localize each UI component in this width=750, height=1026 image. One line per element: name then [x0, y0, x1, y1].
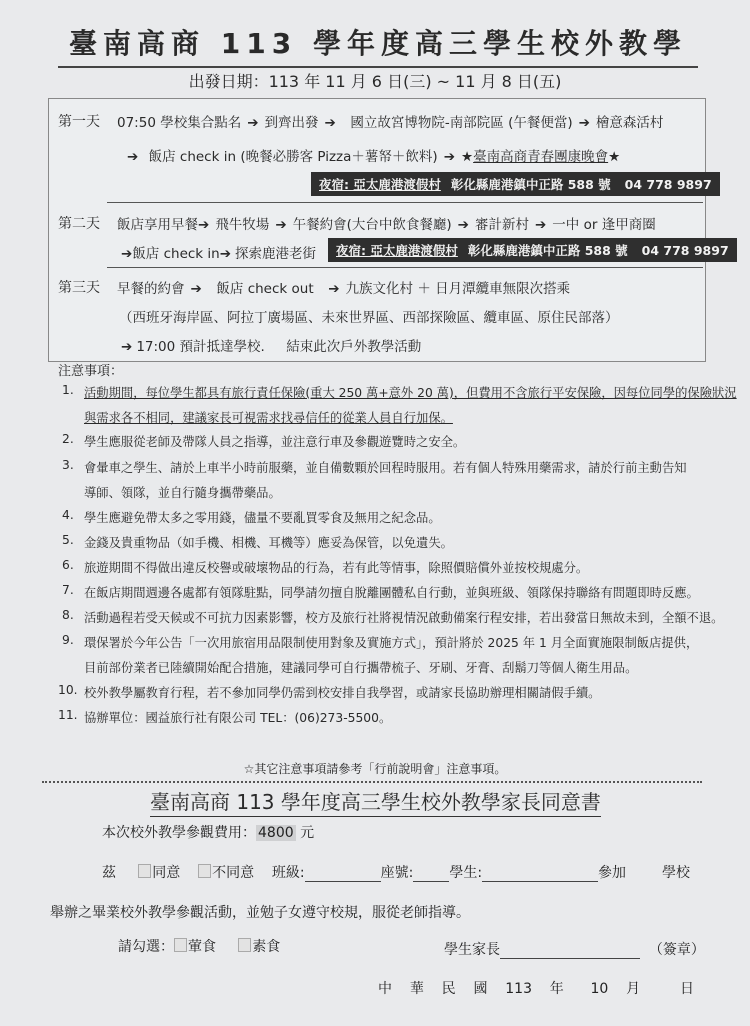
meat-checkbox[interactable]: [174, 938, 187, 952]
day1-stop: 到齊出發: [264, 115, 319, 131]
lodging-name: 夜宿: 亞太鹿港渡假村: [336, 243, 458, 258]
reference-note: ☆其它注意事項請參考「行前說明會」注意事項。: [243, 762, 507, 776]
day1-stop: 07:50 學校集合點名: [117, 115, 242, 131]
itinerary-box: [48, 98, 729, 362]
note-number: 3.: [62, 458, 74, 472]
lodging-address: 彰化縣鹿港鎮中正路 588 號: [450, 177, 611, 192]
arrow-icon: ➔: [121, 339, 133, 355]
agree-label: 同意: [152, 865, 181, 881]
fee-amount: 4800: [258, 825, 294, 841]
date-char: 國: [473, 981, 488, 997]
diet-selection: [118, 936, 280, 956]
date-char: 年: [549, 981, 564, 997]
note-text: 在飯店期間週邊各處都有領隊駐點，同學請勿擅自脫離團體私自行動，並與班級、領隊保持聯絡有問題即時反應。: [84, 586, 699, 600]
consent-row-2: 舉辦之畢業校外教學參觀活動，並勉子女遵守校規，服從老師指導。: [50, 905, 470, 921]
star-icon: ★: [461, 149, 474, 165]
date-char: 民: [441, 981, 456, 997]
consent-row-1: [102, 862, 626, 882]
day2-label: 第二天: [58, 216, 100, 232]
arrow-icon: ➔: [121, 246, 133, 262]
parent-label: 學生家長: [444, 942, 500, 958]
day1-line1: [117, 111, 663, 131]
note-text: 校外教學屬教育行程，若不參加同學仍需到校安排自我學習，或請家長協助辦理相關請假手續。: [84, 686, 601, 700]
day2-stop: 審計新村: [474, 217, 529, 233]
lodging-address: 彰化縣鹿港鎮中正路 588 號: [467, 243, 628, 258]
day3-line3: [121, 335, 421, 355]
class-field[interactable]: [305, 863, 381, 882]
date-char: 華: [409, 981, 424, 997]
arrow-icon: ➔: [198, 217, 210, 233]
arrow-icon: ➔: [534, 217, 547, 233]
arrow-icon: ➔: [578, 115, 590, 131]
class-label: 班級:: [271, 865, 305, 881]
day3-line1: [117, 277, 570, 297]
arrow-icon: ➔: [324, 115, 336, 131]
date-char: 月: [626, 981, 641, 997]
arrow-icon: ➔: [328, 281, 340, 297]
school-text: 學校: [662, 865, 690, 881]
day2-stop: 飯店 check in: [132, 246, 220, 262]
note-number: 7.: [62, 583, 74, 597]
note-text: 會暈車之學生、請於上車半小時前服藥，並自備數顆於回程時服用。若有個人特殊用藥需求，請於行前主動告知: [84, 461, 687, 475]
note-number: 4.: [62, 508, 74, 522]
signature-label: （簽章）: [648, 942, 705, 958]
day3-stop: 九族文化村 ＋ 日月潭纜車無限次搭乘: [345, 281, 571, 297]
arrow-icon: ➔: [247, 115, 259, 131]
vegetarian-option-label: 素食: [252, 939, 281, 955]
divider: [107, 202, 703, 203]
date-year: 113: [505, 981, 532, 997]
day1-stop: 檜意森活村: [595, 115, 664, 131]
meat-option-label: 葷食: [188, 939, 216, 955]
note-text: 導師、領隊，並自行隨身攜帶藥品。: [84, 486, 281, 500]
day3-label: 第三天: [58, 280, 100, 296]
party-event: 臺南高商青春團康晚會: [473, 149, 609, 165]
parent-signature-field[interactable]: [500, 938, 640, 959]
note-number: 8.: [62, 608, 74, 622]
note-number: 2.: [62, 432, 74, 446]
note-number: 9.: [62, 633, 74, 647]
note-text: 活動期間，每位學生都具有旅行責任保險(重大 250 萬+意外 20 萬)，但費用不含旅行平安保險，因每位同學的保險狀況: [84, 386, 737, 400]
agree-checkbox[interactable]: [138, 864, 151, 878]
diet-label: 請勾選：: [118, 939, 174, 955]
note-text: 活動過程若受天候或不可抗力因素影響，校方及旅行社將視情況啟動備案行程安排，若出發當日無故未到，全額不退。: [84, 611, 724, 625]
day2-line2: [121, 242, 316, 262]
day2-line1: [117, 213, 656, 233]
day2-stop: 飯店享用早餐: [117, 217, 198, 233]
seat-field[interactable]: [413, 863, 449, 882]
parent-signature: [444, 938, 705, 959]
arrow-icon: ➔: [219, 246, 232, 262]
arrow-icon: ➔: [443, 149, 455, 165]
note-text: 學生應服從老師及帶隊人員之指導，並注意行車及參觀遊覽時之安全。: [84, 435, 466, 449]
day3-end: 結束此次戶外教學活動: [286, 339, 422, 355]
note-text: 環保署於今年公告「一次用旅宿用品限制使用對象及實施方式」，預計將於 2025 年 1 月全面實施限制飯店提供，: [84, 636, 699, 650]
fee-label: 本次校外教學參觀費用：: [102, 825, 256, 841]
date-day: 日: [680, 981, 694, 997]
note-number: 5.: [62, 533, 74, 547]
lodging-phone: 04 778 9897: [641, 243, 729, 258]
departure-date: 出發日期：113 年 11 月 6 日(三) ~ 11 月 8 日(五): [188, 72, 562, 91]
arrow-icon: ➔: [275, 217, 287, 233]
day2-lodging: [328, 238, 737, 262]
note-text: 旅遊期間不得做出違反校譽或破壞物品的行為，若有此等情事，除照價賠償外並按校規處分。: [84, 561, 589, 575]
date-month: 10: [590, 981, 609, 997]
consent-title: 臺南高商 113 學年度高三學生校外教學家長同意書: [150, 786, 601, 817]
day1-stop: 飯店 check in (晚餐必勝客 Pizza＋薯帑＋飲料): [148, 149, 438, 165]
day1-lodging: [311, 172, 720, 196]
student-label: 學生:: [449, 865, 483, 881]
vegetarian-checkbox[interactable]: [238, 938, 251, 952]
join-text: 參加: [598, 865, 627, 881]
prefix-text: 茲: [102, 865, 116, 881]
day3-stop: 飯店 check out: [216, 281, 314, 297]
arrow-icon: ➔: [190, 281, 202, 297]
date-line: [378, 978, 640, 998]
student-name-field[interactable]: [482, 863, 598, 882]
note-text: 學生應避免帶太多之零用錢，儘量不要亂買零食及無用之紀念品。: [84, 511, 441, 525]
lodging-phone: 04 778 9897: [624, 177, 712, 192]
note-number: 11.: [58, 708, 78, 722]
star-icon: ★: [608, 149, 621, 165]
page-title: 臺南高商 113 學年度高三學生校外教學: [58, 22, 698, 68]
day3-stop: 早餐的約會: [117, 281, 185, 297]
day2-stop: 午餐約會(大台中飲食餐廳): [292, 217, 452, 233]
arrow-icon: ➔: [127, 149, 139, 165]
note-number: 10.: [58, 683, 78, 697]
note-text: 與需求各不相同，建議家長可視需求找尋信任的從業人員自行加保。: [84, 411, 453, 425]
fee-unit: 元: [300, 825, 315, 841]
day3-return: 17:00 預計抵達學校.: [136, 339, 265, 355]
disagree-label: 不同意: [212, 865, 255, 881]
disagree-checkbox[interactable]: [198, 864, 211, 878]
note-number: 6.: [62, 558, 74, 572]
note-text: 目前部份業者已陸續開始配合措施，建議同學可自行攜帶梳子、牙刷、牙膏、刮鬍刀等個人衛生用品。: [84, 661, 638, 675]
seat-label: 座號:: [380, 865, 414, 881]
notes-title: 注意事項：: [58, 364, 124, 379]
note-text: 協辦單位：國益旅行社有限公司 TEL：(06)273-5500。: [84, 711, 392, 725]
day2-stop: 一中 or 逢甲商圈: [552, 217, 656, 233]
day2-stop: 探索鹿港老街: [235, 246, 317, 262]
lodging-name: 夜宿: 亞太鹿港渡假村: [319, 177, 441, 192]
day2-stop: 飛牛牧場: [215, 217, 270, 233]
divider: [107, 267, 703, 268]
date-char: 中: [378, 981, 392, 997]
day3-park-areas: （西班牙海岸區、阿拉丁廣場區、未來世界區、西部探險區、纜車區、原住民部落）: [119, 310, 619, 326]
day1-label: 第一天: [58, 114, 100, 130]
note-number: 1.: [62, 383, 74, 397]
day1-stop: 國立故宮博物院-南部院區 (午餐便當): [350, 115, 573, 131]
cut-line: [42, 781, 702, 783]
day1-line2: [121, 145, 620, 165]
fee-line: [102, 822, 314, 842]
note-text: 金錢及貴重物品（如手機、相機、耳機等）應妥為保管，以免遺失。: [84, 536, 453, 550]
arrow-icon: ➔: [457, 217, 469, 233]
